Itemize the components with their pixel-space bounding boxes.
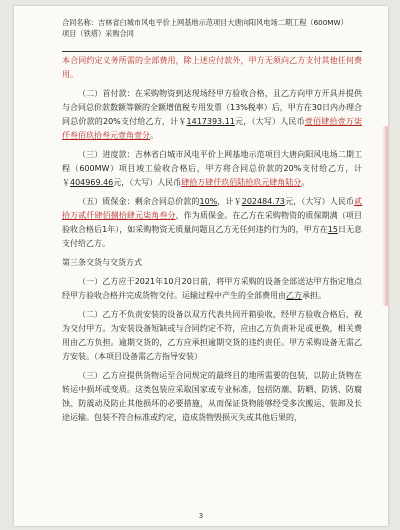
paragraph-acceptance: （二）乙方不负责安装的设备以双方代表共同开箱验收，经甲方验收合格后，视为交付甲方。为安装设备短缺或与合同约定不符，应由乙方负责补足或更换，相关费用由乙方负担。逾期交货的，乙方应承担逾期交货的违约责任。甲方采购设备无需乙方安装。（本项目设备需乙方指导安装） [62,310,362,361]
first-payment-text-a: （二）首付款：在采购物资到达现场经甲方验收合格，且乙方向甲方开具并提供与合同总价款数额等额的全额增值税专用发票（13%税率）后，甲方在30日内办理合同总价款的20%支付给乙方，计￥ [62,89,362,126]
delivery-text-a: （一）乙方应于2021年10月20日前，将甲方采购的设备全部送达甲方指定地点经甲方验收合格并完成货物交付。运输过程中产生的全部费用由 [62,277,362,300]
paragraph-warranty-deposit [62,195,362,251]
warranty-text-b: ，计￥ [217,197,242,206]
contract-header [62,18,362,39]
first-payment-amount-words: 壹佰肆拾壹万柒仟叁佰玖拾叁元壹角壹分 [62,117,362,140]
warranty-amount: 202484.73 [241,197,285,206]
progress-payment-text-c: 。 [301,178,310,187]
seal-edge-mark [382,126,388,306]
section-title-delivery: 第三条交货与交货方式 [62,258,142,267]
warranty-amount-words: 贰拾万贰仟肆佰捌拾肆元柒角叁分 [62,197,363,220]
page-number: 3 [198,512,204,520]
warranty-text-e: 日无息支付给乙方。 [62,225,362,248]
header-line-1: 合同名称：吉林省白城市风电平价上网基地示范项目大唐向阳风电场二期工程（600MW） [62,18,348,27]
header-line-2: 项目（铁塔）采购合同 [62,28,134,38]
warranty-text-d: ，作为质保金。在乙方在采购物资的质保期满（项目验收合格后1年），如采购物资无质量问题且乙方无任何违约行为的，甲方在 [62,211,363,234]
paragraph-progress-payment [62,148,362,190]
paragraph-fee-clause: 本合同约定义务所需的全部费用，除上述应付款外，甲方无须向乙方支付其他任何费用。 [62,56,362,79]
contract-body [62,54,362,430]
header-divider [62,51,362,52]
first-payment-text-c: 。 [150,131,158,140]
warranty-text-a: （五）质保金：剩余合同总价款的 [78,197,200,206]
progress-payment-text-a: （三）进度款：吉林省白城市风电平价上网基地示范项目大唐向阳风电场二期工程（600MW）项目竣工验收合格后，甲方将合同总价款的20%支付给乙方，计￥ [62,150,362,187]
warranty-percent: 10% [199,197,218,206]
progress-payment-amount: 404969.46 [70,178,114,187]
progress-payment-text-b: 元，（大写）人民币 [113,178,182,187]
paragraph-first-payment [62,87,362,143]
paragraph-delivery-date [62,275,362,303]
paragraph-packaging: （三）乙方应提供货物运至合同规定的最终目的地所需要的包装，以防止货物在转运中损坏或变质。这类包装应采取国家或专业标准，包括防潮、防晒、防锈、防腐蚀、防震动及防止其他损坏的必要措施，从而保证货物能够经受多次搬运、装卸及长途运输。包装不符合标准或约定，造成货物毁损灭失或其他后果的， [62,371,362,422]
first-payment-text-b: 元，（大写）人民币 [234,117,305,126]
delivery-cost-party: 乙方 [286,291,302,300]
first-payment-amount: 1417393.11 [186,117,235,126]
progress-payment-amount-words: 肆拾万肆仟玖佰陆拾玖元肆角陆分 [181,178,302,187]
delivery-text-b: 承担。 [302,291,326,300]
warranty-days: 15 [327,225,338,234]
warranty-text-c: 元，（大写）人民币 [285,197,355,206]
document-page [14,6,388,526]
